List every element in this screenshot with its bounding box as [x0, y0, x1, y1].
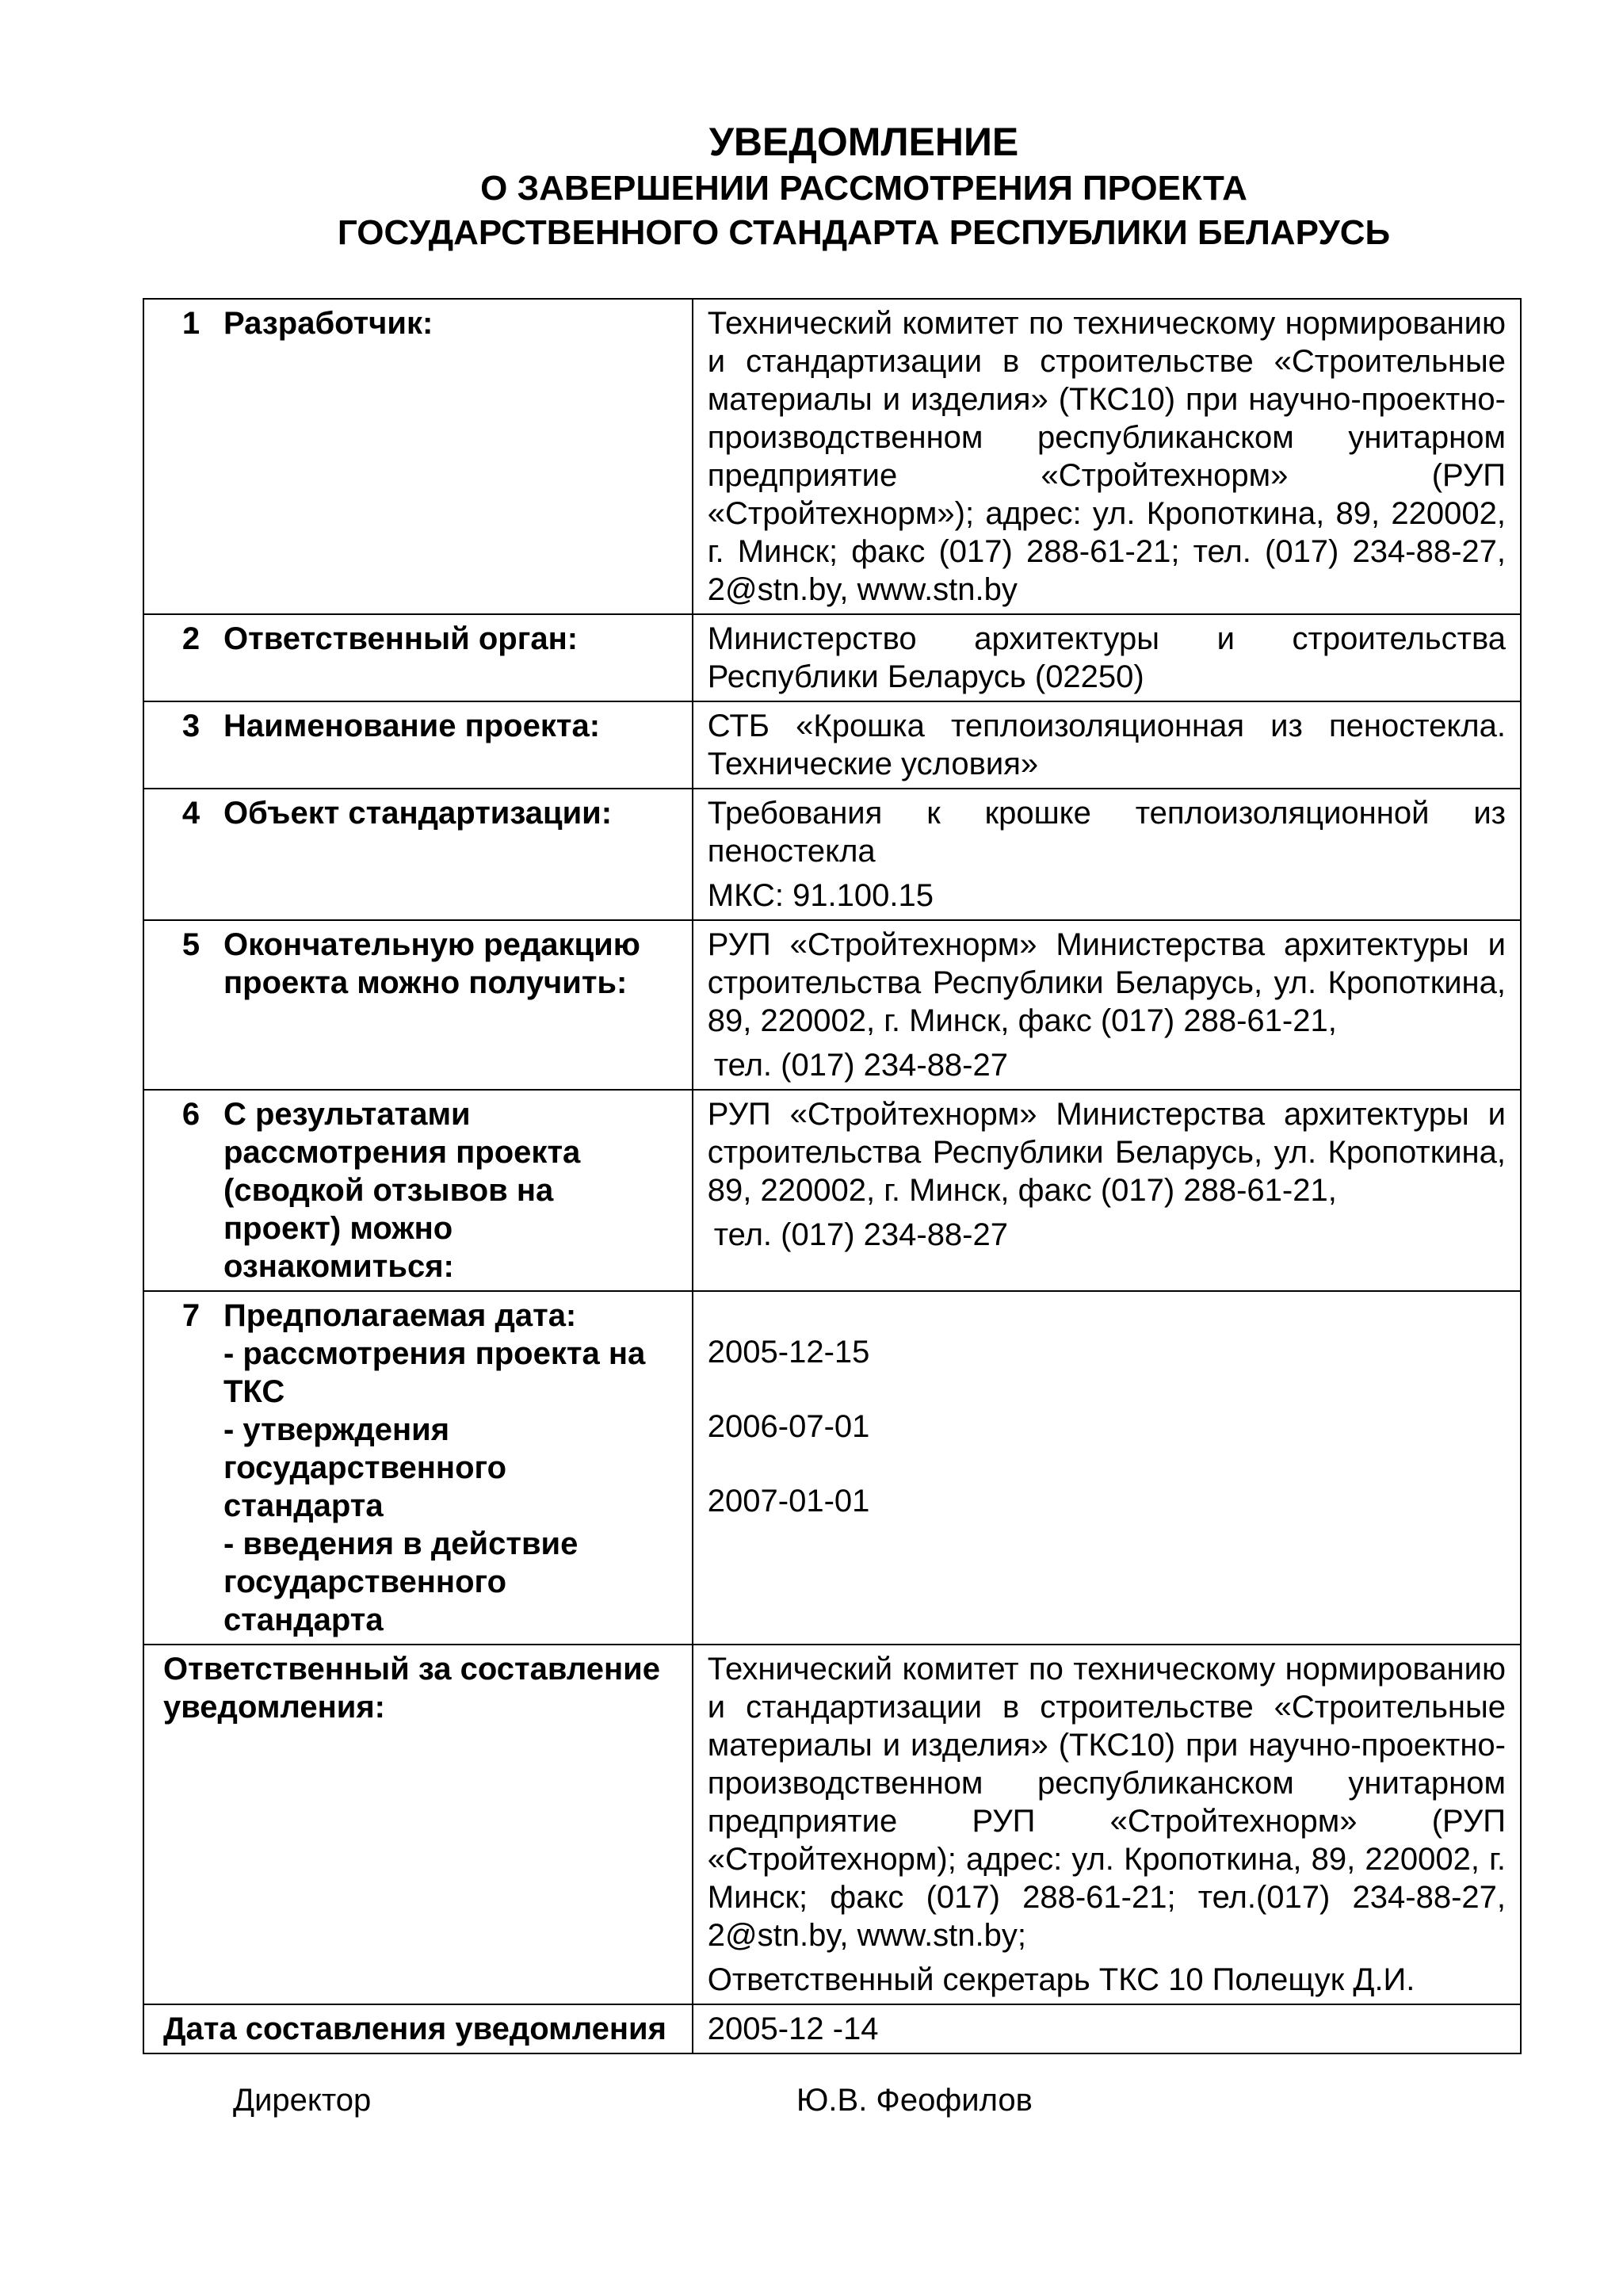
table-row	[143, 701, 1521, 789]
signature-role: Директор	[233, 2083, 372, 2118]
row-label: Наименование проекта:	[223, 709, 601, 743]
row-value-cell	[693, 1291, 1521, 1645]
table-row	[143, 1090, 1521, 1291]
row-label-cell	[143, 701, 693, 789]
row-number: 3	[181, 709, 200, 743]
row-value-cell	[693, 1090, 1521, 1291]
row-value-cell	[693, 920, 1521, 1090]
table-row	[143, 614, 1521, 701]
responsible-value: Технический комитет по техническому нормированию и стандартизации в строительстве «Строительные материалы и изделия» (ТКС10) при научно-проектно-производственном республиканском унитарном предприятие РУП «Стройтехнорм» (РУП «Стройтехнорм); адрес: ул. Кропоткина, 89, 220002, г. Минск; факс (017) 288-61-21; тел.(017) 234-88-27, 2@stn.by, www.stn.by;	[707, 1652, 1506, 1953]
row-number: 6	[181, 1097, 200, 1132]
table-row	[143, 1645, 1521, 2004]
row-label: С результатами рассмотрения проекта (сводкой отзывов на проект) можно ознакомиться:	[223, 1097, 581, 1284]
date-item-label: - утверждения государственного стандарта	[223, 1412, 507, 1523]
row-label: Объект стандартизации:	[223, 796, 613, 831]
row-value-cell	[693, 299, 1521, 614]
table-row	[143, 789, 1521, 920]
document-title	[143, 117, 1585, 255]
row-label-cell	[143, 1090, 693, 1291]
row-number: 5	[181, 927, 200, 962]
row-value: Требования к крошке теплоизоляционной из пеностекла	[707, 796, 1506, 869]
row-label	[223, 1297, 667, 1639]
row-label: Окончательную редакцию проекта можно получить:	[223, 927, 640, 1000]
row-value: Технический комитет по техническому нормированию и стандартизации в строительстве «Строительные материалы и изделия» (ТКС10) при научно-проектно-производственном республиканском унитарном предприятие «Стройтехнорм» (РУП «Стройтехнорм»); адрес: ул. Кропоткина, 89, 220002, г. Минск; факс (017) 288-61-21; тел. (017) 234-88-27, 2@stn.by, www.stn.by	[707, 306, 1506, 607]
title-line-1: УВЕДОМЛЕНИЕ	[708, 120, 1019, 164]
signature-name: Ю.В. Феофилов	[796, 2083, 1033, 2118]
row-number: 2	[181, 621, 200, 656]
dates-list	[708, 1297, 1506, 1520]
row-value: Министерство архитектуры и строительства Республики Беларусь (02250)	[707, 621, 1506, 694]
row-value: РУП «Стройтехнорм» Министерства архитектуры и строительства Республики Беларусь, ул. Кропоткина, 89, 220002, г. Минск, факс (017) 288-61-21,	[707, 927, 1506, 1038]
row-value-cell	[693, 2004, 1521, 2053]
dates-title: Предполагаемая дата:	[223, 1298, 577, 1333]
row-number: 1	[181, 306, 200, 341]
title-line-2: О ЗАВЕРШЕНИИ РАССМОТРЕНИЯ ПРОЕКТА	[480, 169, 1247, 208]
row-label-cell	[143, 2004, 693, 2053]
date-item-label: - введения в действие государственного стандарта	[223, 1526, 579, 1637]
date-item-label: - рассмотрения проекта на ТКС	[223, 1336, 646, 1409]
row-value-cell	[693, 701, 1521, 789]
row-value-cell	[693, 614, 1521, 701]
row-label-cell	[143, 920, 693, 1090]
row-label-cell	[143, 789, 693, 920]
row-label: Ответственный орган:	[223, 621, 579, 656]
phone: тел. (017) 234-88-27	[713, 1048, 1008, 1083]
row-value-cell	[693, 789, 1521, 920]
row-value: РУП «Стройтехнорм» Министерства архитектуры и строительства Республики Беларусь, ул. Кропоткина, 89, 220002, г. Минск, факс (017) 288-61-21,	[707, 1097, 1506, 1208]
mks-code: МКС: 91.100.15	[707, 878, 934, 913]
row-label-cell	[143, 1291, 693, 1645]
row-number: 4	[181, 796, 200, 831]
row-label-cell	[143, 299, 693, 614]
table-row	[143, 920, 1521, 1090]
row-number: 7	[181, 1298, 200, 1333]
table-row	[143, 299, 1521, 614]
notice-table	[143, 298, 1522, 2054]
responsible-label: Ответственный за составление уведомления:	[163, 1652, 661, 1725]
table-row	[143, 2004, 1521, 2053]
date-compiled-label: Дата составления уведомления	[163, 2011, 666, 2046]
date-compiled-value: 2005-12 -14	[707, 2011, 879, 2046]
row-label: Разработчик:	[223, 306, 433, 341]
row-value-cell	[693, 1645, 1521, 2004]
row-value: СТБ «Крошка теплоизоляционная из пеностекла. Технические условия»	[707, 709, 1506, 781]
secretary: Ответственный секретарь ТКС 10 Полещук Д.И.	[707, 1962, 1415, 1997]
date-value: 2006-07-01	[707, 1409, 870, 1444]
phone: тел. (017) 234-88-27	[713, 1217, 1008, 1252]
date-value: 2005-12-15	[707, 1335, 870, 1370]
row-label-cell	[143, 614, 693, 701]
date-value: 2007-01-01	[707, 1484, 870, 1519]
table-row	[143, 1291, 1521, 1645]
row-label-cell	[143, 1645, 693, 2004]
title-line-3: ГОСУДАРСТВЕННОГО СТАНДАРТА РЕСПУБЛИКИ БЕЛАРУСЬ	[337, 213, 1391, 252]
